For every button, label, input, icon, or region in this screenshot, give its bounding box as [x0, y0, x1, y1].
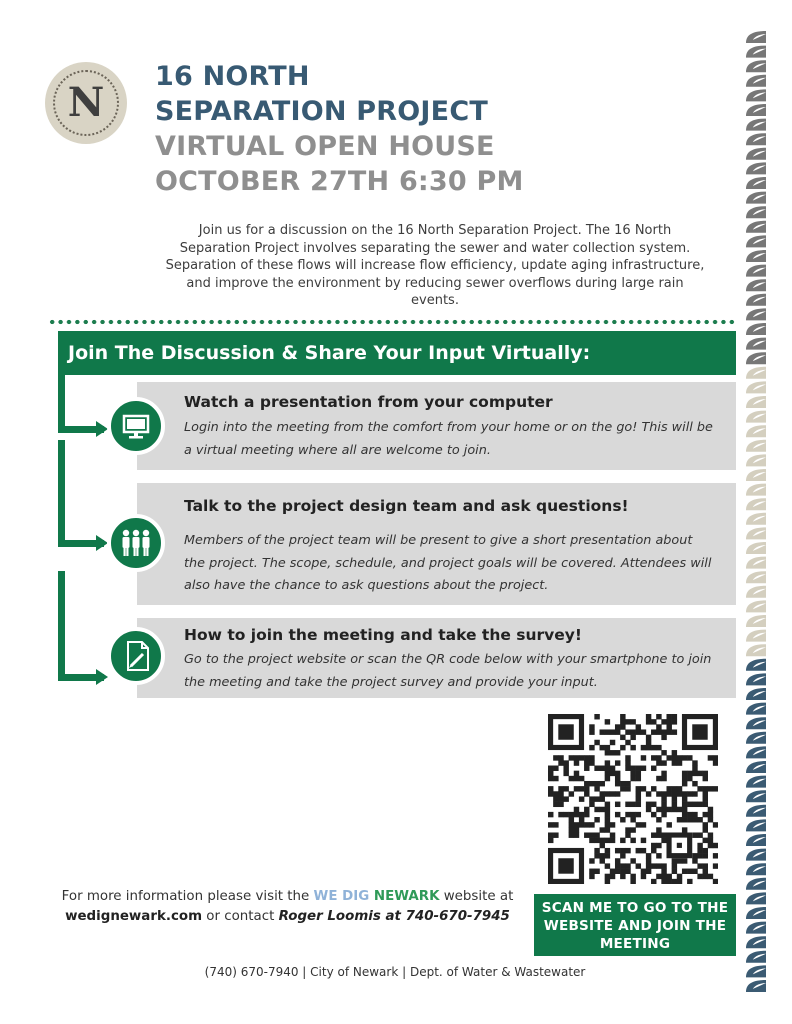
step-card-join — [137, 618, 736, 698]
title-line-2: SEPARATION PROJECT — [155, 96, 488, 127]
subtitle-line-1: VIRTUAL OPEN HOUSE — [155, 131, 495, 162]
connector-line — [58, 571, 65, 681]
intro-paragraph: Join us for a discussion on the 16 North Separation Project. The 16 North Separation Project involves separating the sewer and water collection system. Separation of these flows will increase flow efficiency, update aging infrastructure, and improve the environment by reducing sewer overflows during large rain events. — [165, 223, 705, 308]
city-logo — [45, 62, 127, 144]
qr-code[interactable] — [548, 714, 718, 884]
info-suffix: website at — [439, 889, 514, 904]
step-title: How to join the meeting and take the survey! — [184, 626, 582, 644]
brand-we-dig: WE DIG — [313, 889, 374, 904]
step-card-presentation — [137, 382, 736, 470]
subtitle-line-2: OCTOBER 27TH 6:30 PM — [155, 166, 524, 197]
more-info-text — [40, 887, 535, 926]
monitor-icon — [107, 397, 165, 455]
scan-qr-label: SCAN ME TO GO TO THE WEBSITE AND JOIN THE MEETING — [534, 894, 736, 956]
step-description: Login into the meeting from the comfort from your home or on the go! This will be a virtual meeting where all are welcome to join. — [184, 420, 713, 458]
connector-line — [58, 440, 65, 547]
connector-line — [58, 375, 65, 433]
contact-person: Roger Loomis at 740-670-7945 — [278, 908, 510, 924]
section-banner: Join The Discussion & Share Your Input Virtually: — [58, 331, 736, 375]
logo-letter: N — [67, 79, 105, 126]
step-card-questions — [137, 483, 736, 605]
step-title: Talk to the project design team and ask questions! — [184, 497, 629, 515]
step-description: Go to the project website or scan the QR code below with your smartphone to join the meeting and take the project survey and provide your input. — [184, 652, 712, 690]
footer-contact: (740) 670-7940 | City of Newark | Dept. of Water & Wastewater — [204, 965, 586, 979]
step-description: Members of the project team will be present to give a short presentation about the project. The scope, schedule, and project goals will be covered. Attendees will also have the chance to ask questions about the project. — [184, 533, 712, 593]
people-icon — [107, 514, 165, 572]
arrow-icon — [96, 669, 108, 685]
contact-prefix: or contact — [202, 908, 279, 924]
step-title: Watch a presentation from your computer — [184, 393, 553, 411]
info-prefix: For more information please visit the — [61, 889, 314, 904]
title-line-1: 16 NORTH — [155, 61, 310, 92]
brand-newark: NEWARK — [373, 889, 440, 904]
document-pen-icon — [107, 627, 165, 685]
website-link[interactable]: wedignewark.com — [65, 908, 203, 924]
dotted-divider — [48, 319, 738, 325]
decorative-border — [744, 30, 768, 996]
